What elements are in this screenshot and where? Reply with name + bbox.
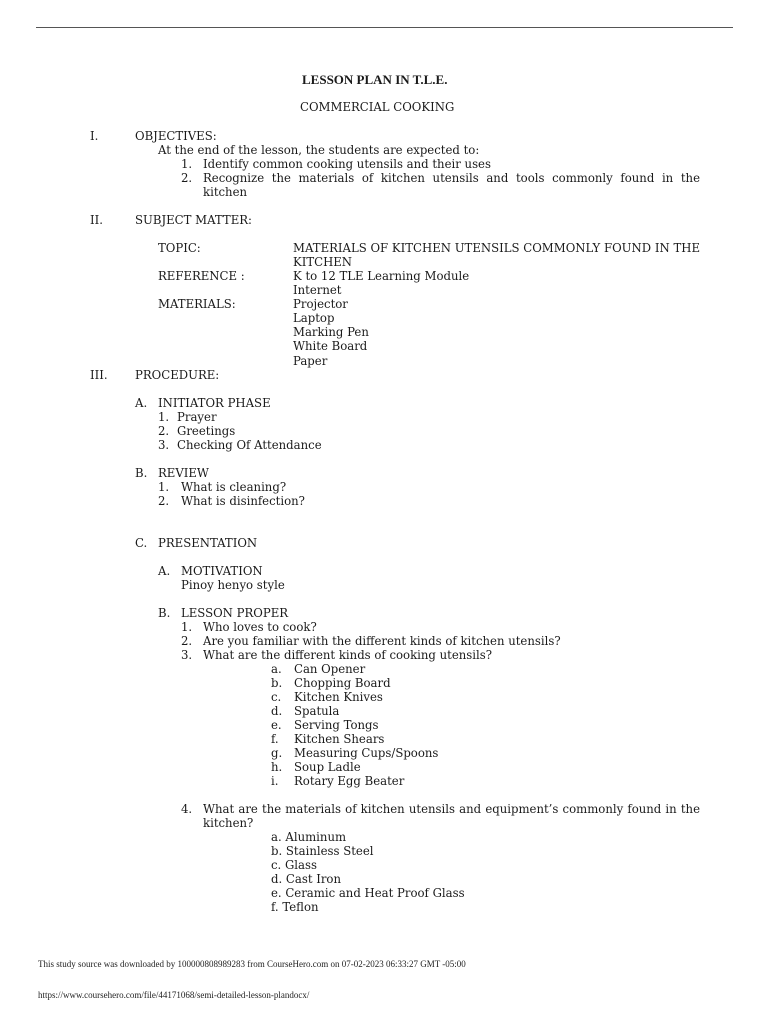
list-number: 1. bbox=[158, 480, 170, 494]
list-number: 3. bbox=[158, 438, 170, 452]
objective-number: 1. bbox=[181, 157, 193, 171]
material-type-item: e. Ceramic and Heat Proof Glass bbox=[271, 886, 465, 900]
objective-item: Recognize the materials of kitchen utensils and tools commonly found in the kitchen bbox=[203, 171, 700, 199]
subsection-heading-presentation: PRESENTATION bbox=[158, 536, 258, 550]
section-numeral-subject-matter: II. bbox=[90, 213, 103, 227]
list-item: Greetings bbox=[177, 424, 236, 438]
objectives-intro: At the end of the lesson, the students are expected to: bbox=[158, 143, 480, 157]
utensil-item: Can Opener bbox=[294, 662, 366, 676]
utensil-item: Chopping Board bbox=[294, 676, 391, 690]
list-number: 1. bbox=[158, 410, 170, 424]
materials-label: MATERIALS: bbox=[158, 297, 236, 311]
utensil-item: Measuring Cups/Spoons bbox=[294, 746, 439, 760]
list-item: Prayer bbox=[177, 410, 217, 424]
section-heading-objectives: OBJECTIVES: bbox=[135, 129, 217, 143]
utensil-letter: c. bbox=[271, 690, 282, 704]
utensil-item: Serving Tongs bbox=[294, 718, 379, 732]
subsection-letter: B. bbox=[135, 466, 148, 480]
source-url[interactable]: https://www.coursehero.com/file/44171068/semi-detailed-lesson-plandocx/ bbox=[38, 990, 310, 1000]
material-type-item: b. Stainless Steel bbox=[271, 844, 374, 858]
utensil-letter: d. bbox=[271, 704, 283, 718]
utensil-letter: i. bbox=[271, 774, 279, 788]
subsection-heading-initiator: INITIATOR PHASE bbox=[158, 396, 271, 410]
subsection-letter: A. bbox=[135, 396, 148, 410]
document-title: LESSON PLAN IN T.L.E. bbox=[302, 72, 448, 87]
utensil-item: Kitchen Knives bbox=[294, 690, 383, 704]
question-number: 1. bbox=[181, 620, 193, 634]
utensil-letter: a. bbox=[271, 662, 282, 676]
material-item: Projector bbox=[293, 297, 348, 311]
question-number: 4. bbox=[181, 802, 193, 816]
list-item: What is disinfection? bbox=[181, 494, 305, 508]
reference-item: Internet bbox=[293, 283, 342, 297]
subsection-letter: B. bbox=[158, 606, 171, 620]
download-source-note: This study source was downloaded by 100000808989283 from CourseHero.com on 07-02-2023 06:33:27 GMT -05:00 bbox=[38, 959, 466, 969]
subsection-letter: C. bbox=[135, 536, 148, 550]
utensil-letter: h. bbox=[271, 760, 283, 774]
section-heading-procedure: PROCEDURE: bbox=[135, 368, 220, 382]
material-item: White Board bbox=[293, 339, 368, 353]
list-number: 2. bbox=[158, 494, 170, 508]
material-item: Paper bbox=[293, 354, 328, 368]
motivation-text: Pinoy henyo style bbox=[181, 578, 285, 592]
question-item: What are the materials of kitchen utensils and equipment’s commonly found in the kitchen? bbox=[203, 802, 700, 830]
material-type-item: a. Aluminum bbox=[271, 830, 347, 844]
material-item: Marking Pen bbox=[293, 325, 369, 339]
topic-label: TOPIC: bbox=[158, 241, 201, 255]
utensil-letter: e. bbox=[271, 718, 282, 732]
objective-item: Identify common cooking utensils and their uses bbox=[203, 157, 491, 171]
objective-number: 2. bbox=[181, 171, 193, 185]
reference-item: K to 12 TLE Learning Module bbox=[293, 269, 470, 283]
subsection-letter: A. bbox=[158, 564, 171, 578]
list-item: What is cleaning? bbox=[181, 480, 287, 494]
document-subtitle: COMMERCIAL COOKING bbox=[300, 100, 455, 114]
material-type-item: d. Cast Iron bbox=[271, 872, 341, 886]
question-item: Are you familiar with the different kinds of kitchen utensils? bbox=[203, 634, 561, 648]
utensil-item: Rotary Egg Beater bbox=[294, 774, 405, 788]
material-item: Laptop bbox=[293, 311, 335, 325]
question-item: What are the different kinds of cooking utensils? bbox=[203, 648, 493, 662]
utensil-letter: g. bbox=[271, 746, 283, 760]
utensil-item: Spatula bbox=[294, 704, 340, 718]
question-number: 2. bbox=[181, 634, 193, 648]
reference-label: REFERENCE : bbox=[158, 269, 245, 283]
question-number: 3. bbox=[181, 648, 193, 662]
lesson-proper-heading: LESSON PROPER bbox=[181, 606, 289, 620]
material-type-item: f. Teflon bbox=[271, 900, 319, 914]
section-heading-subject-matter: SUBJECT MATTER: bbox=[135, 213, 252, 227]
material-type-item: c. Glass bbox=[271, 858, 318, 872]
list-number: 2. bbox=[158, 424, 170, 438]
utensil-letter: b. bbox=[271, 676, 283, 690]
utensil-item: Kitchen Shears bbox=[294, 732, 385, 746]
question-item: Who loves to cook? bbox=[203, 620, 317, 634]
section-numeral-objectives: I. bbox=[90, 129, 99, 143]
topic-value: MATERIALS OF KITCHEN UTENSILS COMMONLY FOUND IN THE KITCHEN bbox=[293, 241, 700, 269]
section-numeral-procedure: III. bbox=[90, 368, 108, 382]
top-rule bbox=[36, 27, 733, 28]
list-item: Checking Of Attendance bbox=[177, 438, 322, 452]
motivation-heading: MOTIVATION bbox=[181, 564, 263, 578]
subsection-heading-review: REVIEW bbox=[158, 466, 209, 480]
utensil-letter: f. bbox=[271, 732, 279, 746]
utensil-item: Soup Ladle bbox=[294, 760, 361, 774]
